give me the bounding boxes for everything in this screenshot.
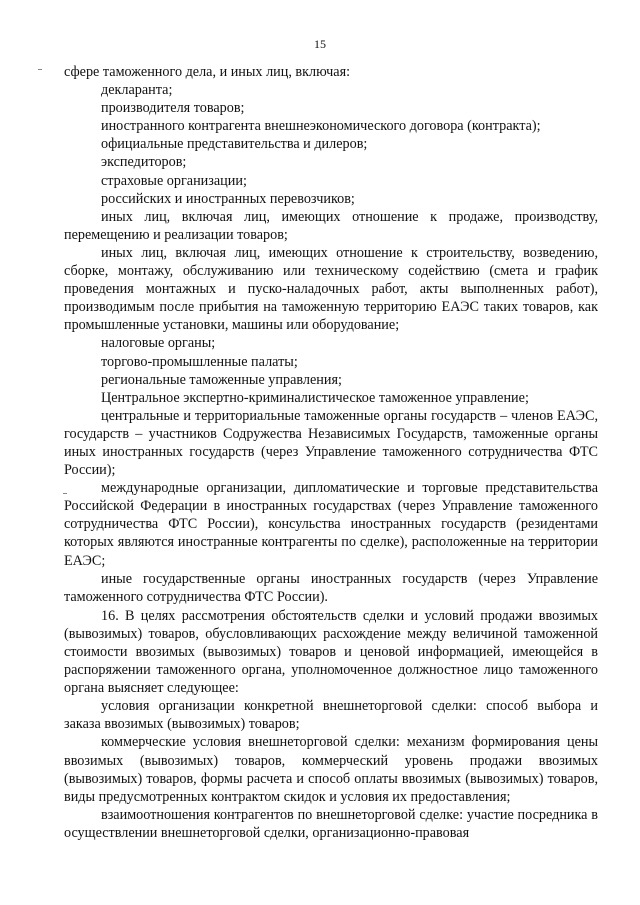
list-item: страховые организации; bbox=[101, 172, 247, 189]
list-item: иностранного контрагента внешнеэкономического договора (контракта); bbox=[101, 118, 541, 135]
list-item: Центральное экспертно-криминалистическое таможенное управление; bbox=[101, 389, 529, 406]
paragraph: иных лиц, включая лиц, имеющих отношение к продаже, производству, перемещению и реализации товаров; bbox=[64, 208, 598, 243]
paragraph: коммерческие условия внешнеторговой сделки: механизм формирования цены ввозимых (вывозимых) товаров, коммерческий уровень продажи ввозимых (вывозимых) товаров, формы расчета и способ оплаты ввозимых (вывозимых) товаров, виды предусмотренных контрактом скидок и условия их предоставления; bbox=[64, 734, 598, 805]
list-item: региональные таможенные управления; bbox=[101, 371, 342, 388]
paragraph: иных лиц, включая лиц, имеющих отношение к строительству, возведению, сборке, монтажу, обслуживанию или техническому содействию (смета и график проведения монтажных и пуско-наладочных работ, акты выполненных работ), производимым после прибытия на таможенную территорию ЕАЭС таких товаров, как промышленные установки, машины или оборудование; bbox=[64, 244, 598, 334]
document-body bbox=[64, 63, 598, 842]
list-item: производителя товаров; bbox=[101, 100, 245, 117]
paragraph: сфере таможенного дела, и иных лиц, включая: bbox=[64, 64, 351, 80]
list-item: торгово-промышленные палаты; bbox=[101, 353, 298, 370]
paragraph: международные организации, дипломатические и торговые представительства Российской Федерации в иностранных государствах (через Управление таможенного сотрудничества ФТС России), консульства иностранных государств (резидентами которых являются иностранные контрагенты по сделке), расположенные на территории ЕАЭС; bbox=[64, 480, 598, 569]
paragraph: центральные и территориальные таможенные органы государств – членов ЕАЭС, государств – участников Содружества Независимых Государств, таможенные органы иных иностранных государств (через Управление таможенного сотрудничества ФТС России); bbox=[64, 407, 598, 479]
paragraph: условия организации конкретной внешнеторговой сделки: способ выбора и заказа ввозимых (вывозимых) товаров; bbox=[64, 698, 598, 733]
section-paragraph: 16. В целях рассмотрения обстоятельств сделки и условий продажи ввозимых (вывозимых) товаров, обусловливающих расхождение между величиной таможенной стоимости ввозимых (вывозимых) товаров и ценовой информацией, имеющейся в распоряжении таможенного органа, уполномоченное должностное лицо таможенного органа выясняет следующее: bbox=[64, 607, 598, 697]
list-item: налоговые органы; bbox=[101, 335, 216, 352]
paragraph: взаимоотношения контрагентов по внешнеторговой сделке: участие посредника в осуществлении внешнеторговой сделки, организационно-правовая bbox=[64, 806, 598, 841]
list-item: декларанта; bbox=[101, 82, 173, 99]
list-item: экспедиторов; bbox=[101, 154, 187, 171]
paragraph: иные государственные органы иностранных государств (через Управление таможенного сотрудничества ФТС России). bbox=[64, 570, 598, 605]
list-item: российских и иностранных перевозчиков; bbox=[101, 190, 355, 207]
list-item: официальные представительства и дилеров; bbox=[101, 136, 368, 153]
page-number: 15 bbox=[314, 37, 326, 51]
scan-mark bbox=[38, 69, 42, 70]
